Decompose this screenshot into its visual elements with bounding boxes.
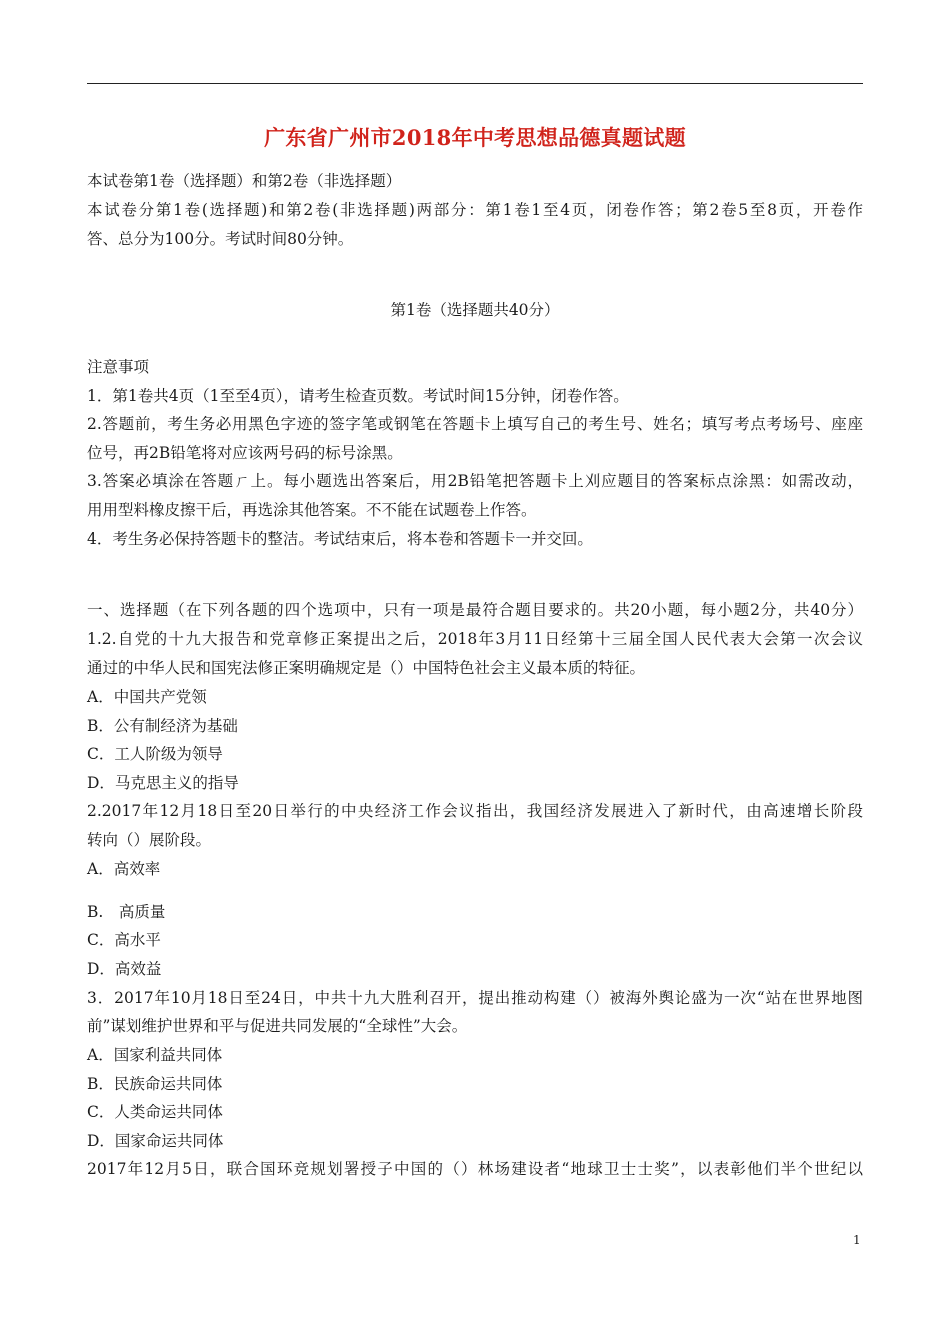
question-3-stem-line-2: 前”谋划维护世界和平与促进共同发展的“全球性”大会。 [87,1017,468,1035]
question-3-stem-line-1: 3．2017年10月18日至24日，中共十九大胜利召开，提出推动构建（）被海外舆论盛为一次“站在世界地图 [87,989,863,1007]
question-1-stem-line-1: 1.2.自党的十九大报告和党章修正案提出之后，2018年3月11日经第十三届全国人民代表大会第一次会议 [87,630,863,648]
question-2-option-a: A．高效率 [87,860,161,878]
header-rule [87,83,863,84]
question-3-option-a: A．国家利益共同体 [87,1046,223,1064]
note-3-line-2: 用用型料橡皮擦干后，再选涂其他答案。不不能在试题卷上作答。 [87,501,537,519]
question-1-option-b: B．公有制经济为基础 [87,717,238,735]
question-1-option-c: C．工人阶级为领导 [87,745,223,763]
page-number: 1 [853,1233,861,1247]
question-4-stem-line-1: 2017年12月5日，联合国环竞规划署授子中国的（）林场建设者“地球卫士士奖”，以表彰他们半个世纪以 [87,1160,863,1178]
question-1-option-a: A．中国共产党领 [87,688,207,706]
question-2-stem-line-1: 2.2017年12月18日至20日举行的中央经济工作会议指出，我国经济发展进入了新时代，由高速增长阶段 [87,802,863,820]
question-2-option-b: B. 高质量 [87,903,166,921]
question-2-stem-line-2: 转向（）展阶段。 [87,831,212,849]
section-heading: 第1卷（选择题共40分） [390,301,560,319]
question-3-option-d: D．国家命运共同体 [87,1132,224,1150]
question-3-option-b: B．民族命运共同体 [87,1075,223,1093]
question-3-option-c: C．人类命运共同体 [87,1103,223,1121]
question-1-stem-line-2: 通过的中华人民和国宪法修正案明确规定是（）中国特色社会主义最本质的特征。 [87,659,646,677]
intro-line-1: 本试卷第1卷（选择题）和第2卷（非选择题） [87,172,402,190]
note-1: 1．第1卷共4页（1至至4页），请考生检查页数。考试时间15分钟，闭卷作答。 [87,387,629,405]
note-2-line-1: 2.答题前，考生务必用黑色字迹的签字笔或钢笔在答题卡上填写自己的考生号、姓名；填写考点考场号、座座 [87,415,863,433]
document-title: 广东省广州市2018年中考思想品德真题试题 [264,125,686,150]
note-4: 4．考生务必保持答题卡的整洁。考试结束后，将本卷和答题卡一并交回。 [87,530,593,548]
note-2-line-2: 位号，再2B铅笔将对应该两号码的标号涂黑。 [87,444,403,462]
question-1-option-d: D．马克思主义的指导 [87,774,239,792]
intro-line-3: 答、总分为100分。考试时间80分钟。 [87,230,354,248]
question-2-option-c: C．高水平 [87,931,161,949]
intro-line-2: 本试卷分第1卷(选择题)和第2卷(非选择题)两部分：第1卷1至4页，闭卷作答；第2卷5至8页，开卷作 [87,201,863,219]
question-2-option-d: D．高效益 [87,960,162,978]
note-3-line-1: 3.答案必填涂在答题ㄏ上。每小题选出答案后，用2B铅笔把答题卡上刈应题目的答案标点涂黑：如需改动， [87,472,863,490]
part-1-heading: 一、选择题（在下列各题的四个选项中，只有一项是最符合题目要求的。共20小题，每小题2分，共40分） [87,601,863,619]
notes-heading: 注意事项 [87,358,150,376]
